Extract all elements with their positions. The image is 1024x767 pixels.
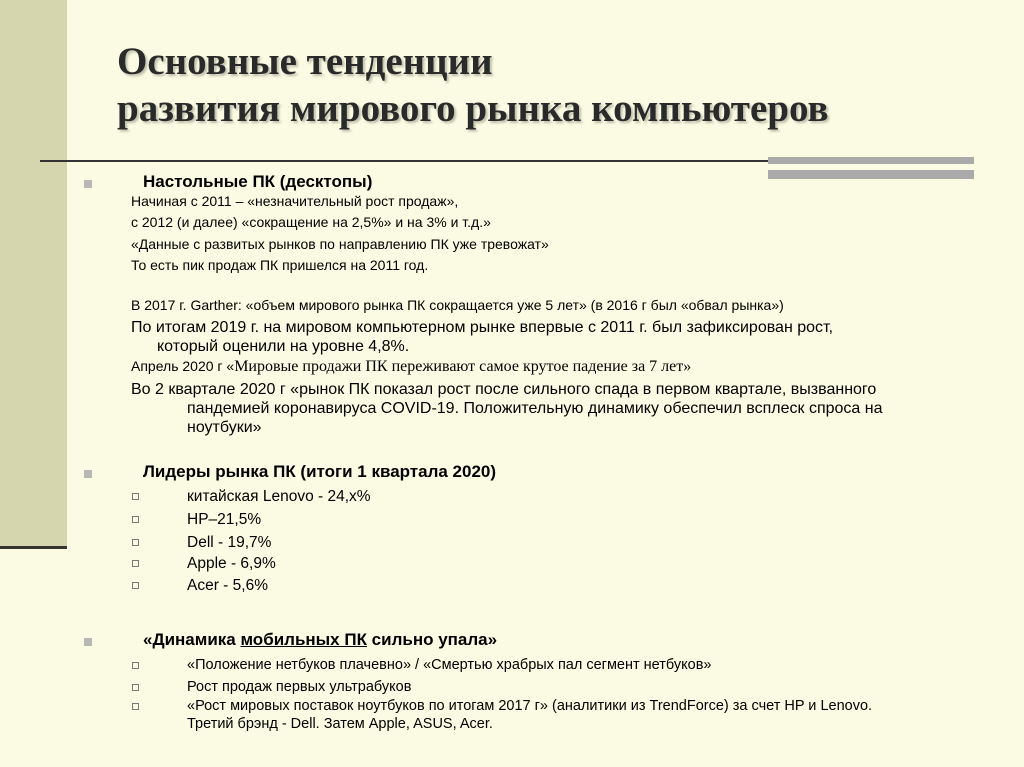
list-bullet-icon [132,684,139,691]
leader-item-1: китайская Lenovo - 24,х% [187,488,371,505]
list-bullet-icon [132,662,139,669]
desktops-line-3: «Данные с развитых рынков по направлению ПК уже тревожат» [131,236,549,252]
mobile-item-2: Рост продаж первых ультрабуков [187,679,412,695]
desktops-line-4: То есть пик продаж ПК пришелся на 2011 год. [131,257,429,273]
list-bullet-icon [132,582,139,589]
sidebar-panel [0,0,67,548]
section-heading-leaders: Лидеры рынка ПК (итоги 1 квартала 2020) [143,462,497,481]
mobile-item-3-continued: Третий брэнд - Dell. Затем Apple, ASUS, Acer. [187,716,493,732]
desktops-line-8-quote: Мировые продажи ПК переживают самое крутое падение за 7 лет» [234,358,692,375]
desktops-line-9: Во 2 квартале 2020 г «рынок ПК показал рост после сильного спада в первом квартале, вызванного [131,381,877,398]
section-bullet-icon [84,638,92,646]
list-bullet-icon [132,703,139,710]
mobile-heading-post: сильно упала» [366,630,498,649]
leader-item-5: Acer - 5,6% [187,577,268,594]
list-bullet-icon [132,493,139,500]
desktops-line-7: который оценили на уровне 4,8%. [157,338,410,355]
title-line-1: Основные тенденции [117,40,493,83]
leader-item-2: HP–21,5% [187,511,262,528]
section-heading-desktops: Настольные ПК (десктопы) [143,172,373,191]
slide-title [117,38,829,132]
mobile-item-3: «Рост мировых поставок ноутбуков по итогам 2017 г» (аналитики из TrendForce) за счет HP и Lenovo. [187,698,873,714]
title-line-2: развития мирового рынка компьютеров [117,87,829,130]
desktops-line-2: с 2012 (и далее) «сокращение на 2,5%» и на 3% и т.д.» [131,214,491,230]
desktops-line-10: пандемией коронавируса COVID-19. Положительную динамику обеспечил всплеск спроса на [187,400,883,417]
leader-item-4: Apple - 6,9% [187,555,276,572]
sidebar-divider [0,546,67,549]
desktops-line-6: По итогам 2019 г. на мировом компьютерном рынке впервые с 2011 г. был зафиксирован рост, [131,319,834,336]
title-rule-accent-bottom [768,170,974,179]
leader-item-3: Dell - 19,7% [187,534,272,551]
mobile-heading-underlined: мобильных ПК [240,630,367,649]
section-heading-mobile [143,630,497,650]
section-bullet-icon [84,470,92,478]
title-rule-accent-top [768,157,974,164]
desktops-line-8 [131,358,691,376]
title-rule [40,160,768,162]
desktops-line-11: ноутбуки» [187,419,262,436]
desktops-line-8-prefix: Апрель 2020 г « [131,358,235,374]
desktops-line-5: В 2017 г. Garther: «объем мирового рынка ПК сокращается уже 5 лет» (в 2016 г был «обвал рынка») [131,297,784,313]
mobile-item-1: «Положение нетбуков плачевно» / «Смертью храбрых пал сегмент нетбуков» [187,657,712,673]
section-bullet-icon [84,180,92,188]
list-bullet-icon [132,539,139,546]
list-bullet-icon [132,560,139,567]
desktops-line-1: Начиная с 2011 – «незначительный рост продаж», [131,193,459,209]
mobile-heading-pre: «Динамика [143,630,241,649]
list-bullet-icon [132,516,139,523]
